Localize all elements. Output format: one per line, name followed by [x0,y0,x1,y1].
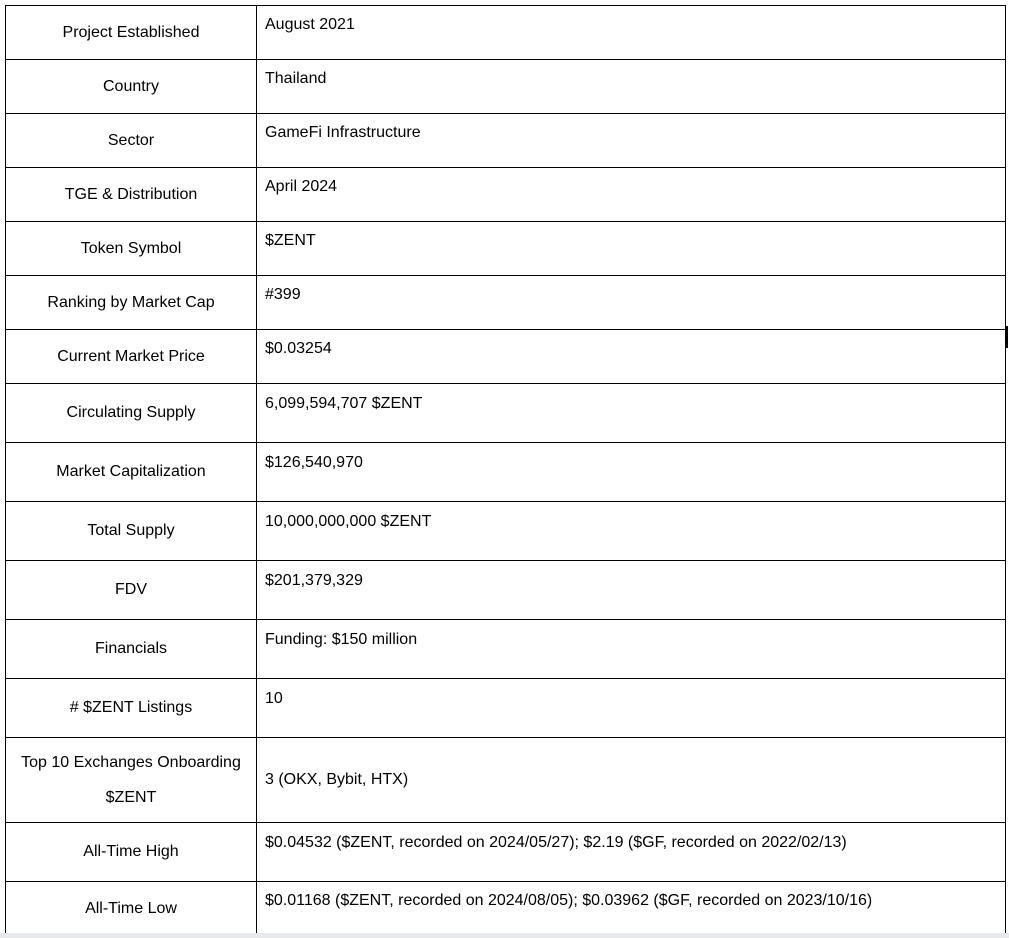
row-label: Circulating Supply [6,384,257,443]
row-value: $201,379,329 [257,561,1006,620]
table-row-ranking [6,276,1006,330]
row-value: $0.03254 [257,330,1006,384]
table-row-current-price [6,330,1006,384]
row-label: Country [6,60,257,114]
table-row-token-symbol [6,222,1006,276]
row-value: August 2021 [257,6,1006,60]
bottom-edge-bar [0,933,1009,938]
row-label: FDV [6,561,257,620]
row-value: GameFi Infrastructure [257,114,1006,168]
row-label: Current Market Price [6,330,257,384]
row-label: Total Supply [6,502,257,561]
table-row-financials [6,620,1006,679]
row-value: $0.01168 ($ZENT, recorded on 2024/08/05); $0.03962 ($GF, recorded on 2023/10/16) [257,882,1006,936]
row-value: 10,000,000,000 $ZENT [257,502,1006,561]
table-row-circulating-supply [6,384,1006,443]
table-row-country [6,60,1006,114]
row-value: 6,099,594,707 $ZENT [257,384,1006,443]
row-label: # $ZENT Listings [6,679,257,738]
project-info-table [5,5,1006,936]
row-label: TGE & Distribution [6,168,257,222]
row-label: Sector [6,114,257,168]
table-row-all-time-high [6,823,1006,882]
row-label: Top 10 Exchanges Onboarding $ZENT [6,738,257,823]
row-label: All-Time High [6,823,257,882]
row-value: $126,540,970 [257,443,1006,502]
row-value: April 2024 [257,168,1006,222]
table-row-project-established [6,6,1006,60]
row-value: Funding: $150 million [257,620,1006,679]
table-row-all-time-low [6,882,1006,936]
row-value: 3 (OKX, Bybit, HTX) [257,738,1006,823]
row-label: Ranking by Market Cap [6,276,257,330]
row-label: Market Capitalization [6,443,257,502]
row-label: Project Established [6,6,257,60]
row-value: $ZENT [257,222,1006,276]
row-label: Financials [6,620,257,679]
row-value: $0.04532 ($ZENT, recorded on 2024/05/27); $2.19 ($GF, recorded on 2022/02/13) [257,823,1006,882]
row-label: All-Time Low [6,882,257,936]
table-row-market-cap [6,443,1006,502]
table-row-total-supply [6,502,1006,561]
table-row-fdv [6,561,1006,620]
table-row-top-exchanges [6,738,1006,823]
row-value: 10 [257,679,1006,738]
table-row-listings [6,679,1006,738]
row-value: Thailand [257,60,1006,114]
table-row-sector [6,114,1006,168]
text-cursor [1006,326,1008,348]
row-label: Token Symbol [6,222,257,276]
table-row-tge-distribution [6,168,1006,222]
row-value: #399 [257,276,1006,330]
